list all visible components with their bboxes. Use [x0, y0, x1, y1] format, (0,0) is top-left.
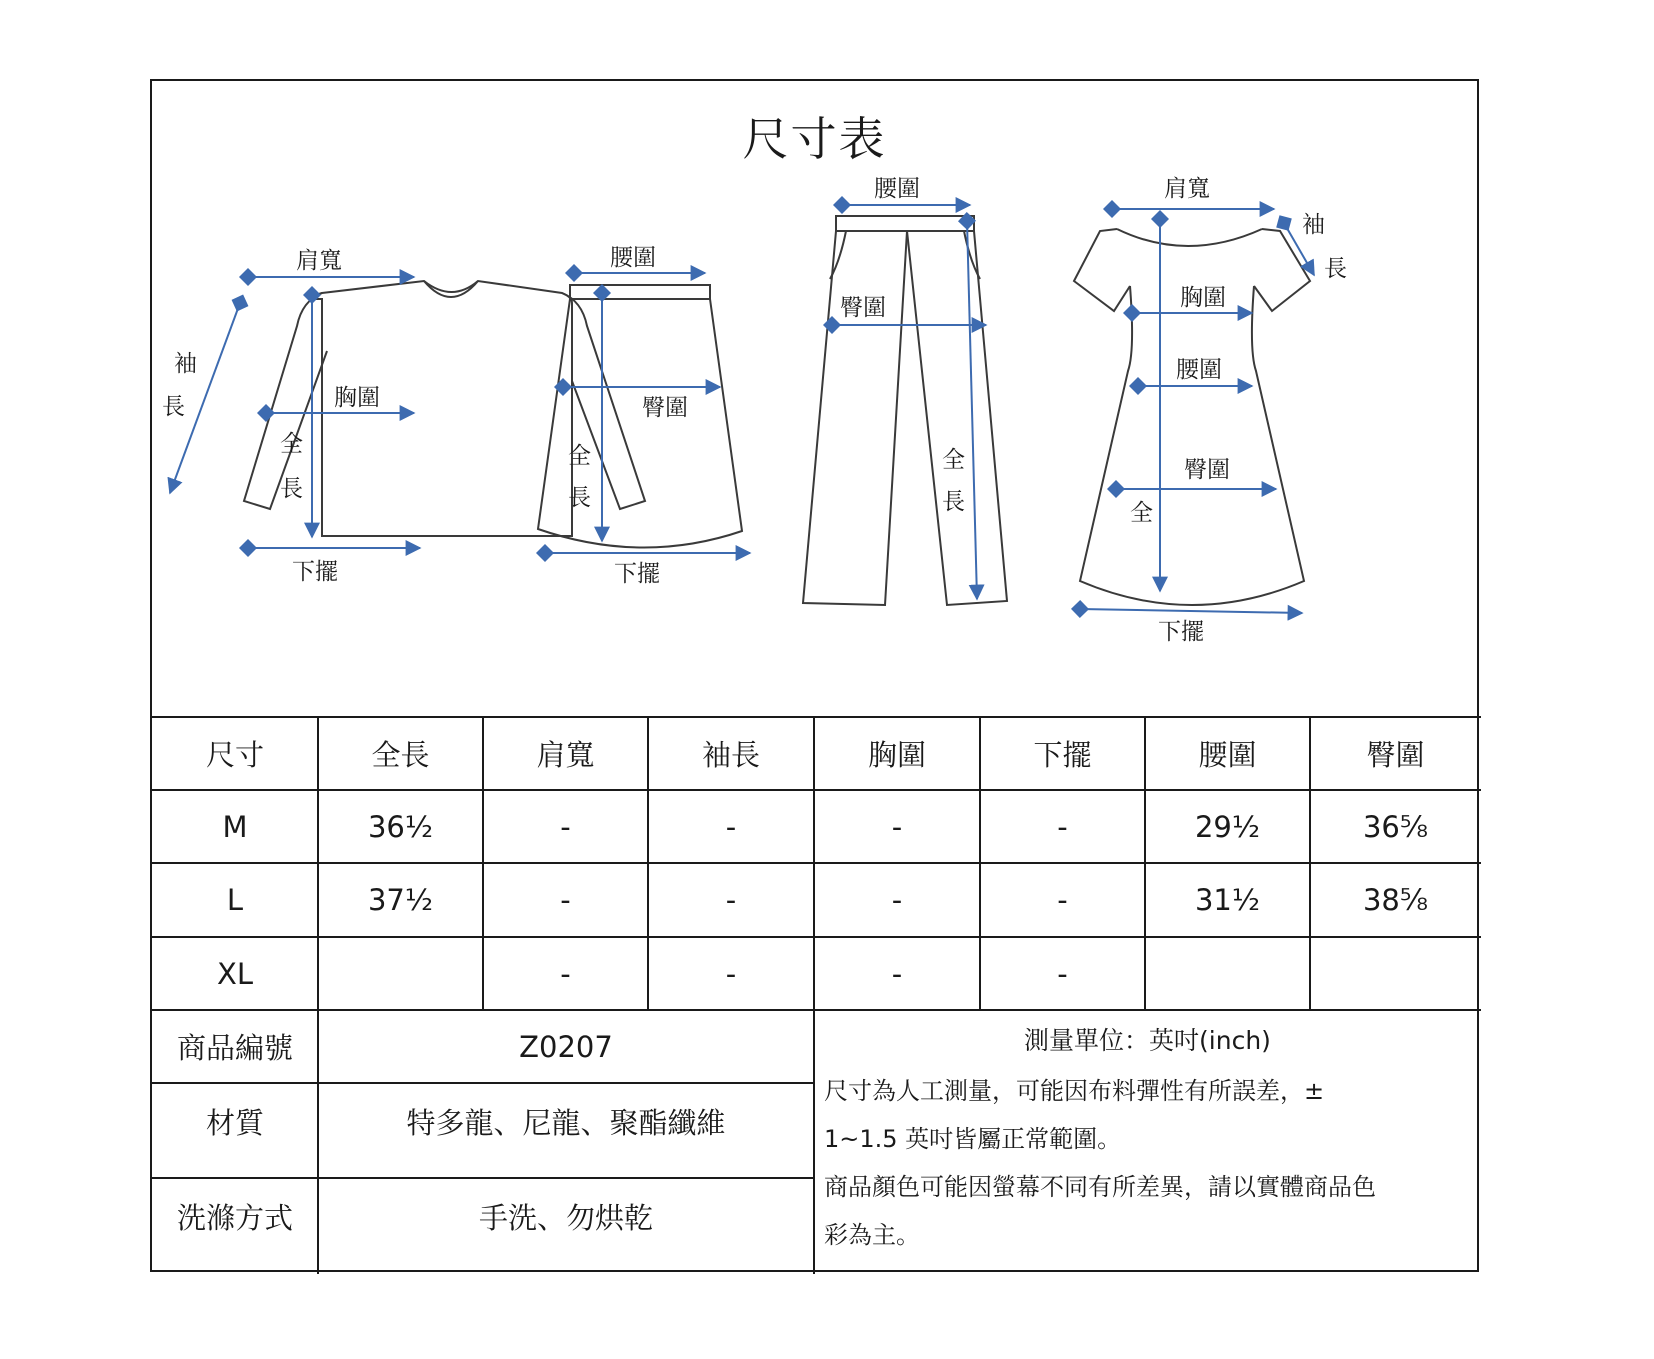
table-cell: -: [725, 809, 737, 844]
header-sleeve: 袖長: [701, 738, 760, 772]
top-sleeve-label-2: 長: [162, 394, 185, 420]
table-cell: -: [891, 956, 903, 991]
top-sleeve-label-1: 袖: [174, 351, 197, 377]
note-line-1: 尺寸為人工測量，可能因布料彈性有所誤差，±: [824, 1077, 1325, 1105]
size-chart-sheet: [150, 79, 1479, 1272]
top-hem-label: 下擺: [292, 559, 338, 585]
top-chest-label: 胸圍: [334, 385, 380, 411]
dress-hem-label: 下擺: [1158, 619, 1204, 645]
table-cell: [1310, 937, 1481, 1010]
header-length: 全長: [371, 738, 430, 772]
dress-sleeve-label-2: 長: [1324, 256, 1347, 282]
skirt-hip-label: 臀圍: [642, 395, 688, 421]
header-waist: 腰圍: [1198, 738, 1257, 772]
table-cell: [1145, 937, 1310, 1010]
skirt-length-label-1: 全: [568, 443, 591, 469]
table-cell: -: [725, 883, 737, 917]
header-size: 尺寸: [205, 738, 264, 772]
item-no-label: 商品編號: [176, 1031, 293, 1065]
header-hip: 臀圍: [1366, 738, 1425, 772]
table-cell: -: [891, 883, 903, 917]
material-value: 特多龍、尼龍、聚酯纖維: [406, 1105, 726, 1140]
dress-waist-label: 腰圍: [1176, 357, 1222, 383]
item-no-value: Z0207: [519, 1029, 613, 1064]
pants-length-label-2: 長: [942, 489, 965, 515]
pants-hip-label: 臀圍: [840, 295, 886, 321]
table-cell: -: [725, 956, 737, 991]
measurement-unit-note: 測量單位：英吋(inch): [1024, 1026, 1271, 1055]
page-title: 尺寸表: [742, 112, 887, 166]
table-cell: -: [891, 809, 903, 844]
dress-length-label: 全: [1130, 500, 1153, 526]
note-line-3: 商品顏色可能因螢幕不同有所差異，請以實體商品色: [824, 1173, 1376, 1201]
dress-sleeve-label-1: 袖: [1302, 212, 1325, 238]
table-cell: M: [222, 809, 248, 844]
table-cell: -: [560, 809, 571, 844]
wash-label: 洗滌方式: [176, 1200, 293, 1235]
header-chest: 胸圍: [867, 738, 926, 772]
table-cell: 36½: [367, 809, 433, 844]
wash-value: 手洗、勿烘乾: [478, 1200, 653, 1235]
header-hem: 下擺: [1033, 738, 1092, 772]
skirt-waist-label: 腰圍: [610, 245, 656, 271]
skirt-length-label-2: 長: [568, 485, 591, 511]
table-cell: 38⅝: [1362, 883, 1428, 917]
table-cell: 36⅝: [1362, 809, 1428, 844]
table-cell: XL: [216, 956, 254, 991]
top-shoulder-label: 肩寬: [296, 248, 342, 274]
pants-waist-label: 腰圍: [874, 176, 920, 202]
table-cell: -: [1057, 883, 1068, 917]
note-line-4: 彩為主。: [824, 1221, 920, 1249]
top-length-label-1: 全: [280, 431, 303, 457]
top-length-label-2: 長: [280, 476, 303, 502]
table-cell: [318, 937, 483, 1010]
table-cell: -: [1057, 809, 1068, 844]
table-cell: 31½: [1194, 883, 1260, 917]
table-cell: -: [1057, 956, 1068, 991]
table-cell: -: [560, 883, 571, 917]
table-cell: 29½: [1194, 809, 1260, 844]
dress-chest-label: 胸圍: [1180, 285, 1226, 311]
pants-length-label-1: 全: [942, 447, 965, 473]
table-cell: L: [226, 883, 244, 917]
table-cell: -: [560, 956, 571, 991]
dress-shoulder-label: 肩寬: [1164, 176, 1210, 202]
header-shoulder: 肩寬: [536, 738, 595, 772]
skirt-hem-label: 下擺: [614, 561, 660, 587]
material-label: 材質: [205, 1105, 264, 1140]
table-cell: 37½: [367, 883, 433, 917]
note-line-2: 1~1.5 英吋皆屬正常範圍。: [824, 1125, 1122, 1153]
dress-hip-label: 臀圍: [1184, 457, 1230, 483]
